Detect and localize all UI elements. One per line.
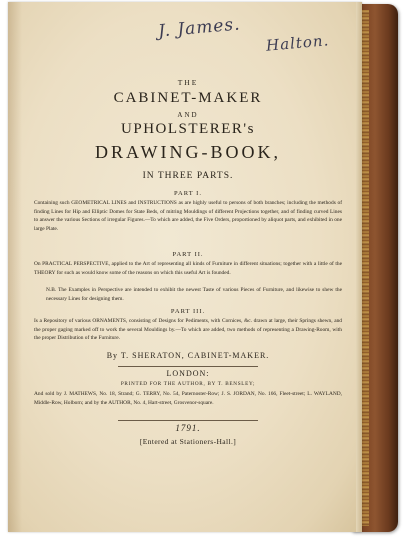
title-and: AND xyxy=(177,111,199,119)
imprint-sellers: And sold by J. MATHEWS, No. 18, Strand; G. TERRY, No. 54, Paternoster-Row; J. S. JORDAN, No. 166, Fleet-street; L. WAYLAND, Middle-Row, Holborn; and by the AUTHOR, No. 4, Hart-street, Grosvenor-square. xyxy=(34,391,342,406)
part-3-text: Is a Repository of various ORNAMENTS, consisting of Designs for Pediments, with Cornices, &c. drawn at large, their Springs shewn, and the proper gaging marked off to work the several Mouldings by.—To which are added, two methods of representing a Drawing-Room, with the proper Distribution of the Furniture. xyxy=(34,318,342,342)
title-upholsterers: UPHOLSTERER's xyxy=(121,121,255,137)
page-edge xyxy=(356,2,362,532)
imprint-printer: PRINTED FOR THE AUTHOR, BY T. BENSLEY; xyxy=(120,381,256,387)
stationers-hall-entry: [Entered at Stationers-Hall.] xyxy=(139,437,237,446)
divider-rule xyxy=(118,366,258,367)
signature-line-1: J. James. xyxy=(157,14,242,42)
part-3-heading: PART III. xyxy=(170,308,206,315)
divider-rule xyxy=(118,420,258,421)
part-1-heading: PART I. xyxy=(174,190,202,197)
part-2-heading: PART II. xyxy=(172,251,204,258)
signature-line-2: Halton. xyxy=(265,31,330,55)
page-gutter-shadow xyxy=(8,2,22,532)
part-2-text: On PRACTICAL PERSPECTIVE, applied to the Art of representing all kinds of Furniture in different situations; together with a little of the THEORY for such as would know some of the reasons on which this useful Art is founded. xyxy=(34,261,342,276)
imprint-city: LONDON: xyxy=(166,369,210,378)
part-1-text: Containing such GEOMETRICAL LINES and INSTRUCTIONS as are highly useful to persons of both branches; including the methods of finding Lines for Hip and Elliptic Domes for State Beds, of mitring Mouldings of different Projections together, and of finding curved Lines to answer the various Sections of irregular Figures.—To which are added, the Five Orders, proportioned by aliquot parts, and exhibited in one large Plate. xyxy=(34,200,342,232)
subtitle-three-parts: IN THREE PARTS. xyxy=(142,171,234,181)
imprint-year: 1791. xyxy=(175,423,201,433)
part-2-note: N.B. The Examples in Perspective are intended to exhibit the newest Taste of various Pieces of Furniture, and likewise to shew the necessary Lines for designing them. xyxy=(46,287,342,302)
author-line: By T. SHERATON, CABINET-MAKER. xyxy=(106,351,270,360)
title-drawing-book: DRAWING-BOOK, xyxy=(94,142,282,162)
title-the: THE xyxy=(177,78,199,87)
title-cabinet-maker: CABINET-MAKER xyxy=(113,90,263,106)
